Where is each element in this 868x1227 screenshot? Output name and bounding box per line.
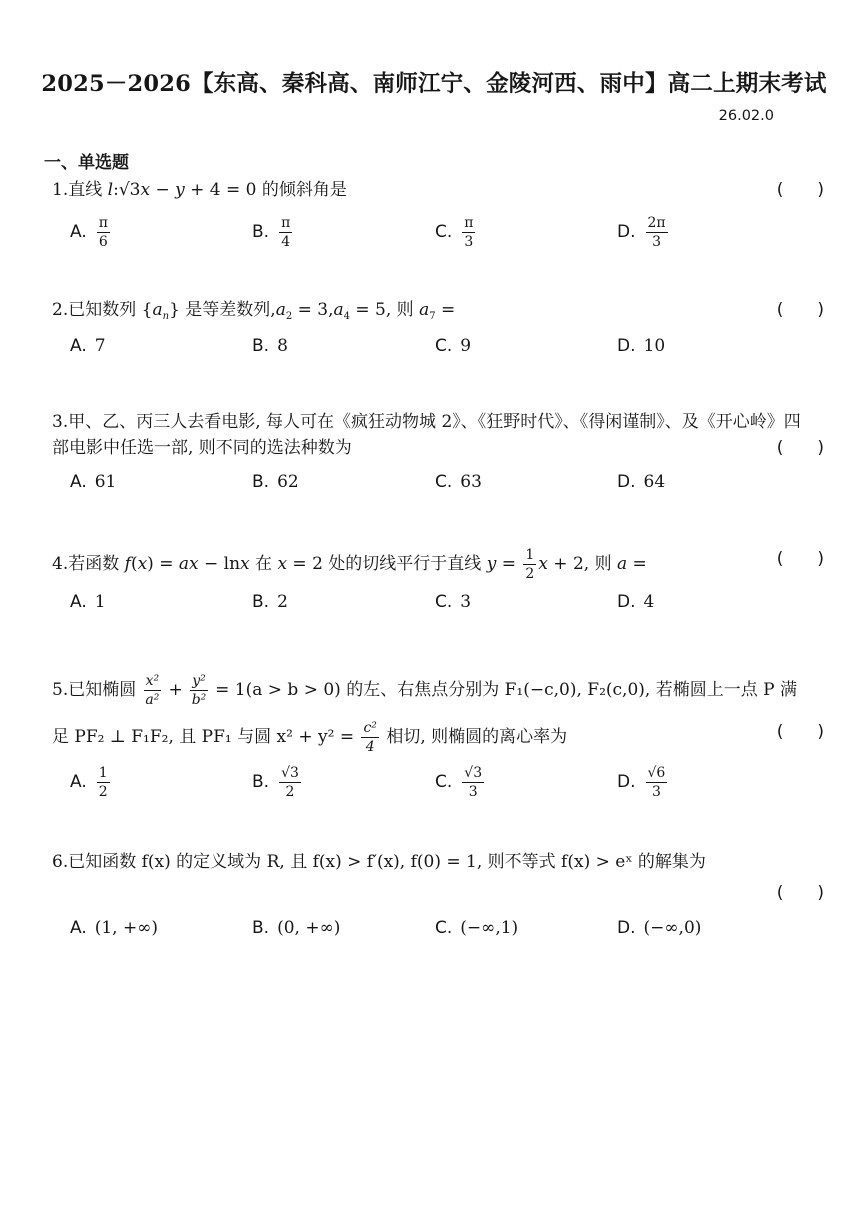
option-d[interactable]: D. (−∞,0): [617, 918, 702, 938]
question-4-options: [70, 589, 770, 615]
question-4: 4.若函数 f(x) = ax − lnx 在 x = 2 处的切线平行于直线 y = $\frac{1}{2}$ x + 2, 则 a = ( ): [52, 547, 824, 582]
answer-blank-1[interactable]: ( ): [776, 180, 824, 200]
option-a[interactable]: A. 61: [70, 472, 117, 492]
option-c[interactable]: C. 3: [435, 592, 472, 612]
exam-title: 2025－2026【东高、秦科高、南师江宁、金陵河西、雨中】高二上期末考试: [41, 71, 827, 97]
question-1: 1.直线 l:√3x − y + 4 = 0 的倾斜角是 ( ): [52, 180, 824, 200]
exam-date: 26.02.0: [718, 108, 774, 124]
option-b[interactable]: B. 62: [252, 472, 299, 492]
option-c[interactable]: C. $\frac{\pi}{3}$: [435, 214, 474, 250]
question-2: 2.已知数列 $\{a_n\}$ 是等差数列$,a_2 = 3,a_4 = 5$, 则 $a_7$ = ( ): [52, 300, 824, 322]
option-a[interactable]: A. 7: [70, 336, 106, 356]
question-1-options: [70, 208, 770, 256]
question-5-options: [70, 758, 770, 806]
answer-blank-5[interactable]: ( ): [776, 722, 824, 742]
option-d[interactable]: D. 10: [617, 336, 666, 356]
answer-blank-2[interactable]: ( ): [776, 300, 824, 320]
option-c[interactable]: C. 9: [435, 336, 472, 356]
question-6: 6.已知函数 f(x) 的定义域为 R, 且 f(x) > f′(x), f(0) = 1, 则不等式 f(x) > eˣ 的解集为: [52, 852, 706, 872]
question-3-options: [70, 469, 770, 495]
answer-blank-4[interactable]: ( ): [776, 549, 824, 569]
section-title: 一、单选题: [44, 153, 129, 173]
option-c[interactable]: C. 63: [435, 472, 482, 492]
option-b[interactable]: B. (0, +∞): [252, 918, 341, 938]
question-3-number: 3.: [52, 412, 69, 432]
question-3-line-1: 3.甲、乙、丙三人去看电影, 每人可在《疯狂动物城 2》、《狂野时代》、《得闲谨制》、及《开心岭》四: [52, 412, 801, 432]
option-d[interactable]: D. 64: [617, 472, 666, 492]
option-c[interactable]: C. $\frac{√3}{3}$: [435, 764, 483, 800]
question-5-line-2: 足 PF₂ ⊥ F₁F₂, 且 PF₁ 与圆 x² + y² = $\frac{\text{c²}}{4}$ 相切, 则椭圆的离心率为 ( ): [52, 720, 824, 755]
question-2-options: [70, 333, 770, 359]
option-a[interactable]: A. 1: [70, 592, 106, 612]
option-a[interactable]: A. $\frac{\pi}{6}$: [70, 214, 108, 250]
question-1-number: 1.: [52, 180, 69, 200]
question-2-number: 2.: [52, 300, 69, 320]
question-4-number: 4.: [52, 554, 69, 574]
answer-blank-6[interactable]: ( ): [776, 883, 824, 903]
question-5-line-1: 5.已知椭圆 $\frac{\text{x²}}{\text{a²}}$ + $\frac{\text{y²}}{\text{b²}}$ = 1(a > b > 0) 的左、右焦点分别为 F₁(−c,0), F₂(c,0), 若椭圆上一点 P 满: [52, 673, 797, 708]
option-c[interactable]: C. (−∞,1): [435, 918, 519, 938]
option-a[interactable]: A. $\frac{1}{2}$: [70, 764, 108, 800]
option-a[interactable]: A. (1, +∞): [70, 918, 159, 938]
option-d[interactable]: D. $\frac{2\pi}{3}$: [617, 214, 666, 250]
question-3-line-2: 部电影中任选一部, 则不同的选法种数为 ( ): [52, 438, 824, 458]
option-d[interactable]: D. 4: [617, 592, 655, 612]
option-b[interactable]: B. $\frac{√3}{2}$: [252, 764, 299, 800]
option-b[interactable]: B. 8: [252, 336, 288, 356]
question-6-options: [70, 915, 770, 941]
option-b[interactable]: B. 2: [252, 592, 288, 612]
answer-blank-3[interactable]: ( ): [776, 438, 824, 458]
option-d[interactable]: D. $\frac{√6}{3}$: [617, 764, 666, 800]
question-6-number: 6.: [52, 852, 69, 872]
question-5-number: 5.: [52, 680, 69, 700]
option-b[interactable]: B. $\frac{\pi}{4}$: [252, 214, 291, 250]
